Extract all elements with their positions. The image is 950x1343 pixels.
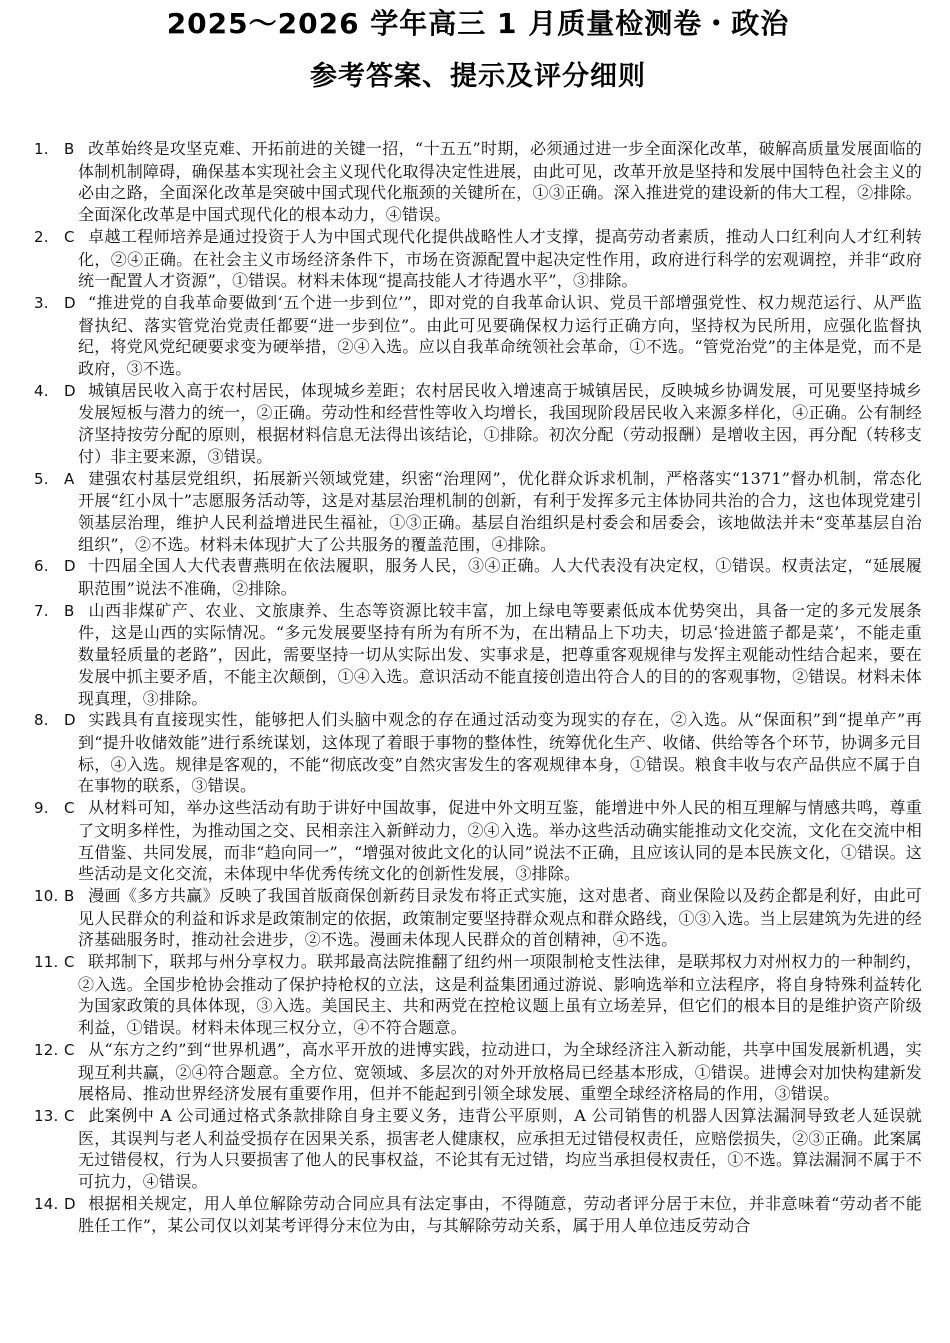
answer-number: 12.: [34, 1040, 59, 1059]
answer-choice: B: [64, 140, 75, 158]
answer-choice: C: [64, 953, 75, 972]
page-title: 2025～2026 学年高三 1 月质量检测卷・政治: [166, 7, 790, 40]
answer-explanation: 联邦制下，联邦与州分享权力。联邦最高法院推翻了纽约州一项限制枪支性法律，是联邦权力对州权力的一种制约，②入选。全国步枪协会推动了保护持枪权的立法，这是利益集团通过游说、影响选举和立法程序，将自身特殊利益转化为国家政策的具体体现，③入选。美国民主、共和两党在控枪议题上虽有立场差异，但它们的根本目的是维护资产阶级利益，①错误。材料未体现三权分立，④不符合题意。: [78, 952, 922, 1038]
answer-item-2: [34, 226, 922, 292]
answer-number: 4.: [34, 381, 49, 400]
answer-choice: C: [64, 227, 75, 246]
answer-explanation: 十四届全国人大代表曹燕明在依法履职，服务人民，③④正确。人大代表没有决定权，①错误。权责法定，“延展履职范围”说法不准确，②排除。: [78, 556, 922, 599]
answer-explanation: 改革始终是攻坚克难、开拓前进的关键一招，“十五五”时期，必须通过进一步全面深化改革，破解高质量发展面临的体制机制障碍，确保基本实现社会主义现代化取得决定性进展，由此可见，改革开放是坚持和发展中国特色社会主义的必由之路，全面深化改革是突破中国式现代化瓶颈的关键所在，①③正确。深入推进党的建设新的伟大工程，②排除。全面深化改革是中国式现代化的根本动力，④错误。: [78, 139, 922, 225]
answer-item-13: [34, 1105, 922, 1193]
answer-choice: D: [64, 557, 76, 576]
answer-explanation: 根据相关规定，用人单位解除劳动合同应具有法定事由，不得随意，劳动者评分居于末位，并非意味着“劳动者不能胜任工作”，某公司仅以刘某考评得分末位为由，与其解除劳动关系，属于用人单位违反劳动合: [78, 1193, 922, 1236]
answer-item-7: [34, 600, 922, 710]
answer-number: 1.: [34, 140, 49, 158]
answer-choice: C: [64, 799, 75, 818]
answer-number: 6.: [34, 557, 49, 576]
answer-choice: D: [64, 711, 76, 730]
answer-item-8: [34, 709, 922, 797]
answer-item-4: [34, 380, 922, 468]
answer-explanation: 实践具有直接现实性，能够把人们头脑中观念的存在通过活动变为现实的存在，②入选。从“保面积”到“提单产”再到“提升收储效能”进行系统谋划，这体现了着眼于事物的整体性，统筹优化生产、收储、供给等各个环节，协调多元目标，④入选。规律是客观的，不能“彻底改变”自然灾害发生的客观规律本身，①错误。粮食丰收与农产品供应不属于自在事物的联系，③错误。: [78, 710, 922, 796]
answer-explanation: 从材料可知，举办这些活动有助于讲好中国故事，促进中外文明互鉴，能增进中外人民的相互理解与情感共鸣，尊重了文明多样性，为推动国之交、民相亲注入新鲜动力，②④入选。举办这些活动确实能推动文化交流，文化在交流中相互借鉴、共同发展，而非“趋向同一”，“增强对彼此文化的认同”说法不正确，且应该认同的是本民族文化，①错误。这些活动是文化交流，未体现中华优秀传统文化的创新性发展，③排除。: [78, 798, 922, 884]
answer-list: [34, 138, 922, 1237]
answer-item-10: [34, 885, 922, 951]
answer-number: 10.: [34, 886, 59, 905]
answer-item-9: [34, 797, 922, 885]
answer-item-5: [34, 468, 922, 556]
answer-choice: D: [64, 1194, 76, 1213]
answer-explanation: 从“东方之约”到“世界机遇”，高水平开放的进博实践，拉动进口，为全球经济注入新动能，共享中国发展新机遇，实现互利共赢，②④符合题意。全方位、宽领域、多层次的对外开放格局已经基本形成，①错误。进博会对加快构建新发展格局、推动世界经济发展有重要作用，但并不能起到引领全球发展、重塑全球经济格局的作用，③错误。: [78, 1039, 922, 1104]
page-subtitle: 参考答案、提示及评分细则: [310, 61, 646, 92]
answer-number: 14.: [34, 1194, 59, 1213]
answer-item-1: [34, 138, 922, 226]
answer-item-6: [34, 555, 922, 599]
answer-choice: B: [64, 886, 75, 905]
answer-number: 8.: [34, 711, 49, 730]
answer-explanation: 漫画《多方共赢》反映了我国首版商保创新药目录发布将正式实施，这对患者、商业保险以及药企都是利好，由此可见人民群众的利益和诉求是政策制定的依据，政策制定要坚持群众观点和群众路线，①③入选。当上层建筑为先进的经济基础服务时，推动社会进步，②不选。漫画未体现人民群众的首创精神，④不选。: [78, 885, 922, 950]
answer-choice: A: [64, 469, 75, 488]
answer-item-12: [34, 1039, 922, 1105]
answer-explanation: 城镇居民收入高于农村居民，体现城乡差距；农村居民收入增速高于城镇居民，反映城乡协调发展，可见要坚持城乡发展短板与潜力的统一，②正确。劳动性和经营性等收入均增长，我国现阶段居民收入来源多样化，④正确。公有制经济坚持按劳分配的原则，根据材料信息无法得出该结论，①排除。初次分配（劳动报酬）是增收主因，再分配（转移支付）非主要来源，③错误。: [78, 380, 922, 466]
answer-number: 5.: [34, 469, 49, 488]
answer-choice: B: [64, 601, 75, 620]
answer-choice: C: [64, 1106, 75, 1125]
answer-item-3: [34, 292, 922, 380]
answer-number: 7.: [34, 601, 49, 620]
answer-explanation: 山西非煤矿产、农业、文旅康养、生态等资源比较丰富，加上绿电等要素低成本优势突出，具备一定的多元发展条件，这是山西的实际情况。“多元发展要坚持有所为有所不为，在出精品上下功夫，切忌‘捡进篮子都是菜’，不能走重数量轻质量的老路”，因此，需要坚持一切从实际出发、实事求是，把尊重客观规律与发挥主观能动性结合起来，要在发展中抓主要矛盾，不能主次颠倒，①④入选。意识活动不能直接创造出符合人的目的的客观事物，②错误。材料未体现真理，③排除。: [78, 600, 922, 708]
answer-choice: D: [64, 293, 76, 312]
answer-explanation: 卓越工程师培养是通过投资于人为中国式现代化提供战略性人才支撑，提高劳动者素质，推动人口红利向人才红利转化，②④正确。在社会主义市场经济条件下，市场在资源配置中起决定性作用，政府进行科学的宏观调控，并非“政府统一配置人才资源”，①错误。材料未体现“提高技能人才待遇水平”，③排除。: [78, 226, 922, 291]
answer-explanation: “推进党的自我革命要做到‘五个进一步到位’”，即对党的自我革命认识、党员干部增强党性、权力规范运行、从严监督执纪、落实管党治党责任都要“进一步到位”。由此可见要确保权力运行正确方向，坚持权为民所用，应强化监督执纪，将党风党纪硬要求变为硬举措，②④入选。应以自我革命统领社会革命，①不选。“管党治党”的主体是党，而不是政府，③不选。: [78, 292, 922, 379]
answer-number: 13.: [34, 1106, 59, 1125]
answer-choice: C: [64, 1040, 75, 1059]
answer-number: 3.: [34, 293, 49, 312]
answer-explanation: 建强农村基层党组织，拓展新兴领域党建，织密“治理网”，优化群众诉求机制，严格落实“1371”督办机制，常态化开展“红小凤十”志愿服务活动等，这是对基层治理机制的创新，有利于发挥多元主体协同共治的合力，这也体现党建引领基层治理，维护人民利益增进民生福祉，①③正确。基层自治组织是村委会和居委会，该地做法并未“变革基层自治组织”，②不选。材料未体现扩大了公共服务的覆盖范围，④排除。: [78, 468, 922, 554]
answer-item-14: [34, 1193, 922, 1237]
answer-item-11: [34, 951, 922, 1039]
answer-number: 2.: [34, 227, 49, 246]
answer-explanation: 此案例中 A 公司通过格式条款排除自身主要义务，违背公平原则，A 公司销售的机器人因算法漏洞导致老人延误就医，其误判与老人利益受损存在因果关系，损害老人健康权，应承担无过错侵权责任，应赔偿损失，②③正确。此案属无过错侵权，行为人只要损害了他人的民事权益，不论其有无过错，均应当承担侵权责任，①不选。算法漏洞不属于不可抗力，④错误。: [78, 1105, 922, 1192]
answer-number: 11.: [34, 953, 59, 972]
answer-choice: D: [64, 381, 76, 400]
answer-number: 9.: [34, 799, 49, 818]
